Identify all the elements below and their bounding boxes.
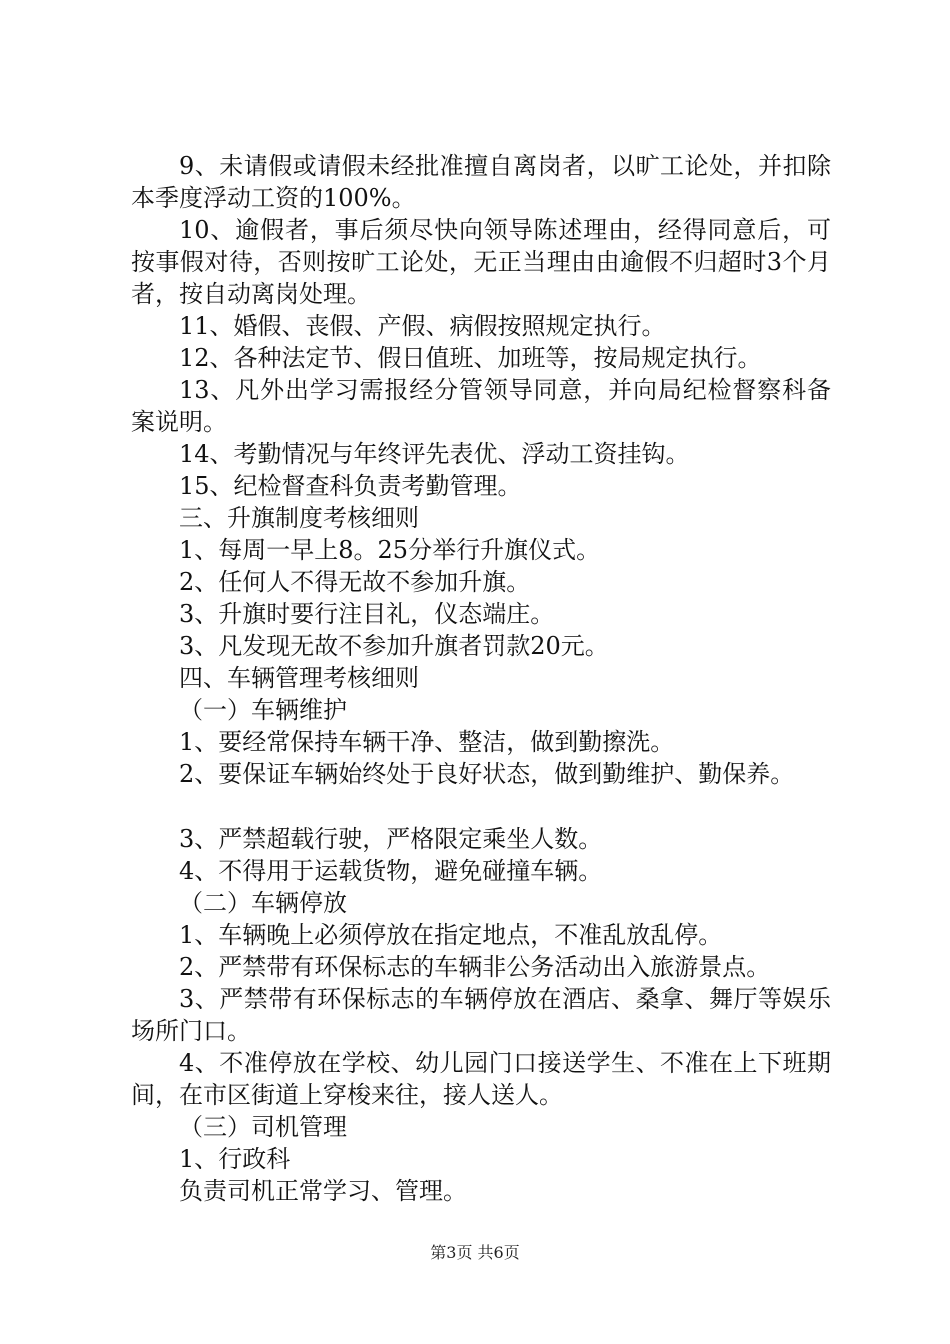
paragraph-26: 负责司机正常学习、管理。 [179, 1177, 467, 1205]
paragraph-5: 13、凡外出学习需报经分管领导同意，并向局纪检督察科备案说明。 [131, 376, 831, 436]
paragraph-10: 2、任何人不得无故不参加升旗。 [179, 568, 531, 596]
paragraph-3: 11、婚假、丧假、产假、病假按照规定执行。 [179, 312, 666, 340]
paragraph-21: 2、严禁带有环保标志的车辆非公务活动出入旅游景点。 [179, 953, 771, 981]
paragraph-7: 15、纪检督查科负责考勤管理。 [179, 472, 522, 500]
paragraph-23: 4、不准停放在学校、幼儿园门口接送学生、不准在上下班期间，在市区街道上穿梭来往，接人送人。 [131, 1049, 831, 1109]
page-number-footer: 第3页 共6页 [430, 1243, 520, 1262]
subsection-heading-1: （一）车辆维护 [179, 696, 347, 724]
paragraph-15: 1、要经常保持车辆干净、整洁，做到勤擦洗。 [179, 728, 675, 756]
document-body [131, 150, 831, 1207]
paragraph-16: 2、要保证车辆始终处于良好状态，做到勤维护、勤保养。 [179, 760, 795, 788]
paragraph-6: 14、考勤情况与年终评先表优、浮动工资挂钩。 [179, 440, 690, 468]
paragraph-17: 3、严禁超载行驶，严格限定乘坐人数。 [179, 825, 603, 853]
section-heading-3: 三、升旗制度考核细则 [179, 504, 419, 532]
paragraph-20: 1、车辆晚上必须停放在指定地点，不准乱放乱停。 [179, 921, 723, 949]
paragraph-18: 4、不得用于运载货物，避免碰撞车辆。 [179, 857, 603, 885]
paragraph-22: 3、严禁带有环保标志的车辆停放在酒店、桑拿、舞厅等娱乐场所门口。 [131, 985, 831, 1045]
paragraph-11: 3、升旗时要行注目礼，仪态端庄。 [179, 600, 555, 628]
paragraph-1: 9、未请假或请假未经批准擅自离岗者，以旷工论处，并扣除本季度浮动工资的100%。 [131, 152, 831, 212]
blank-line [131, 790, 831, 823]
paragraph-25: 1、行政科 [179, 1145, 291, 1173]
section-heading-4: 四、车辆管理考核细则 [179, 664, 419, 692]
paragraph-2: 10、逾假者，事后须尽快向领导陈述理由，经得同意后，可按事假对待，否则按旷工论处，无正当理由由逾假不归超时3个月者，按自动离岗处理。 [131, 216, 831, 308]
paragraph-12: 3、凡发现无故不参加升旗者罚款20元。 [179, 632, 609, 660]
subsection-heading-2: （二）车辆停放 [179, 889, 347, 917]
subsection-heading-3: （三）司机管理 [179, 1113, 347, 1141]
paragraph-4: 12、各种法定节、假日值班、加班等，按局规定执行。 [179, 344, 762, 372]
paragraph-9: 1、每周一早上8。25分举行升旗仪式。 [179, 536, 601, 564]
